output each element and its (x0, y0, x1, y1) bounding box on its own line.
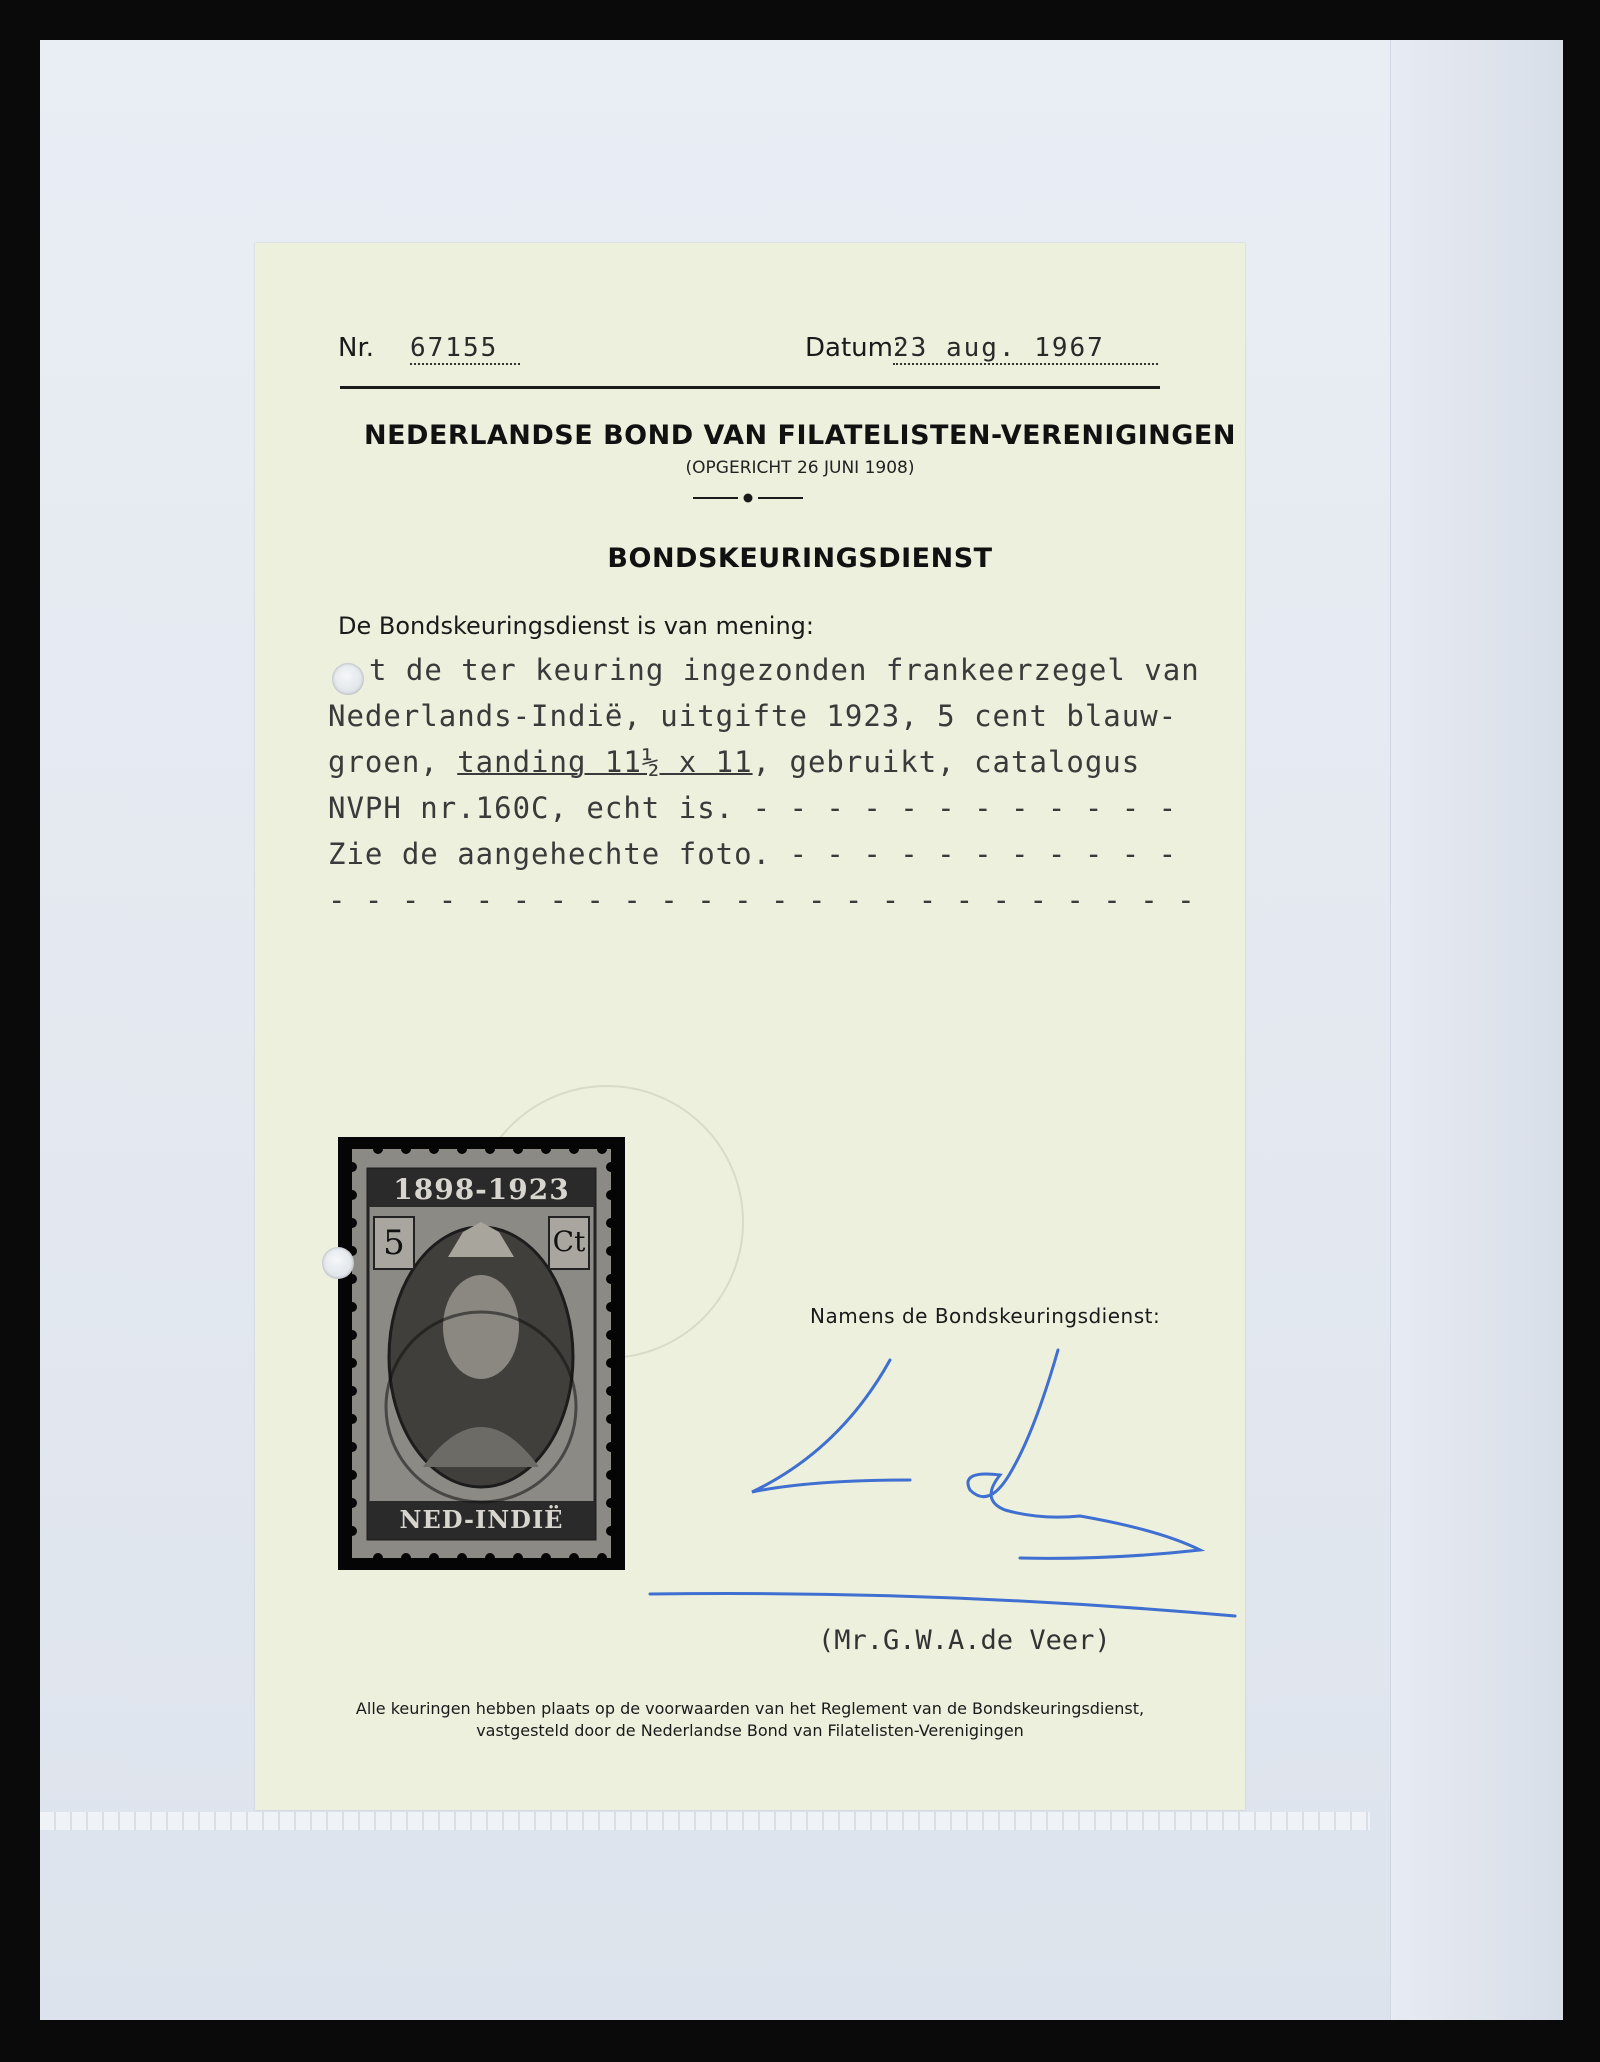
signer-name: (Mr.G.W.A.de Veer) (818, 1625, 1111, 1656)
number-label: Nr. (338, 333, 375, 363)
founded-date: (OPGERICHT 26 JUNI 1908) (685, 458, 915, 478)
stamp-photo (338, 1137, 625, 1570)
stamp-country: NED-INDIË (399, 1505, 564, 1534)
album-page-edge (1390, 40, 1563, 2020)
number-value: 67155 (410, 333, 520, 365)
album-sleeve-edge (40, 1812, 1370, 1830)
opinion-line-2: Nederlands-Indië, uitgifte 1923, 5 cent blauw- (328, 699, 1178, 733)
opinion-line-6: - - - - - - - - - - - - - - - - - - - - - - - - (328, 883, 1196, 917)
opinion-line-3-prefix: groen, (328, 745, 458, 779)
punch-hole-bottom (322, 1247, 354, 1279)
perforation-underlined: tanding 11½ x 11 (457, 745, 753, 779)
organization-name: NEDERLANDSE BOND VAN FILATELISTEN-VERENIGINGEN (364, 420, 1236, 451)
opinion-line-5: Zie de aangehechte foto. - - - - - - - - - - - (328, 837, 1178, 871)
signed-for-label: Namens de Bondskeuringsdienst: (810, 1304, 1161, 1328)
opinion-line-3 (328, 745, 1140, 779)
opinion-line-3-suffix: , gebruikt, catalogus (752, 745, 1141, 779)
ornament-divider (693, 492, 803, 504)
footnote-line-1: Alle keuringen hebben plaats op de voorwaarden van het Reglement van de Bondskeuringsdienst, (355, 1699, 1145, 1718)
opinion-line-4: NVPH nr.160C, echt is. - - - - - - - - - - - - (328, 791, 1178, 825)
opinion-line-1: t de ter keuring ingezonden frankeerzegel van (369, 653, 1200, 687)
date-value: 23 aug. 1967 (893, 333, 1158, 365)
handwritten-signature (640, 1340, 1240, 1630)
header-rule (340, 386, 1160, 389)
opinion-intro: De Bondskeuringsdienst is van mening: (338, 612, 815, 640)
service-title: BONDSKEURINGSDIENST (607, 543, 993, 574)
date-label: Datum: (805, 333, 902, 363)
stamp-years: 1898-1923 (393, 1173, 570, 1206)
footnote-line-2: vastgesteld door de Nederlandse Bond van Filatelisten-Verenigingen (476, 1721, 1024, 1740)
stamp-value-right: Ct (552, 1225, 586, 1258)
stamp-value-left: 5 (383, 1223, 405, 1263)
punch-hole-top (332, 663, 364, 695)
